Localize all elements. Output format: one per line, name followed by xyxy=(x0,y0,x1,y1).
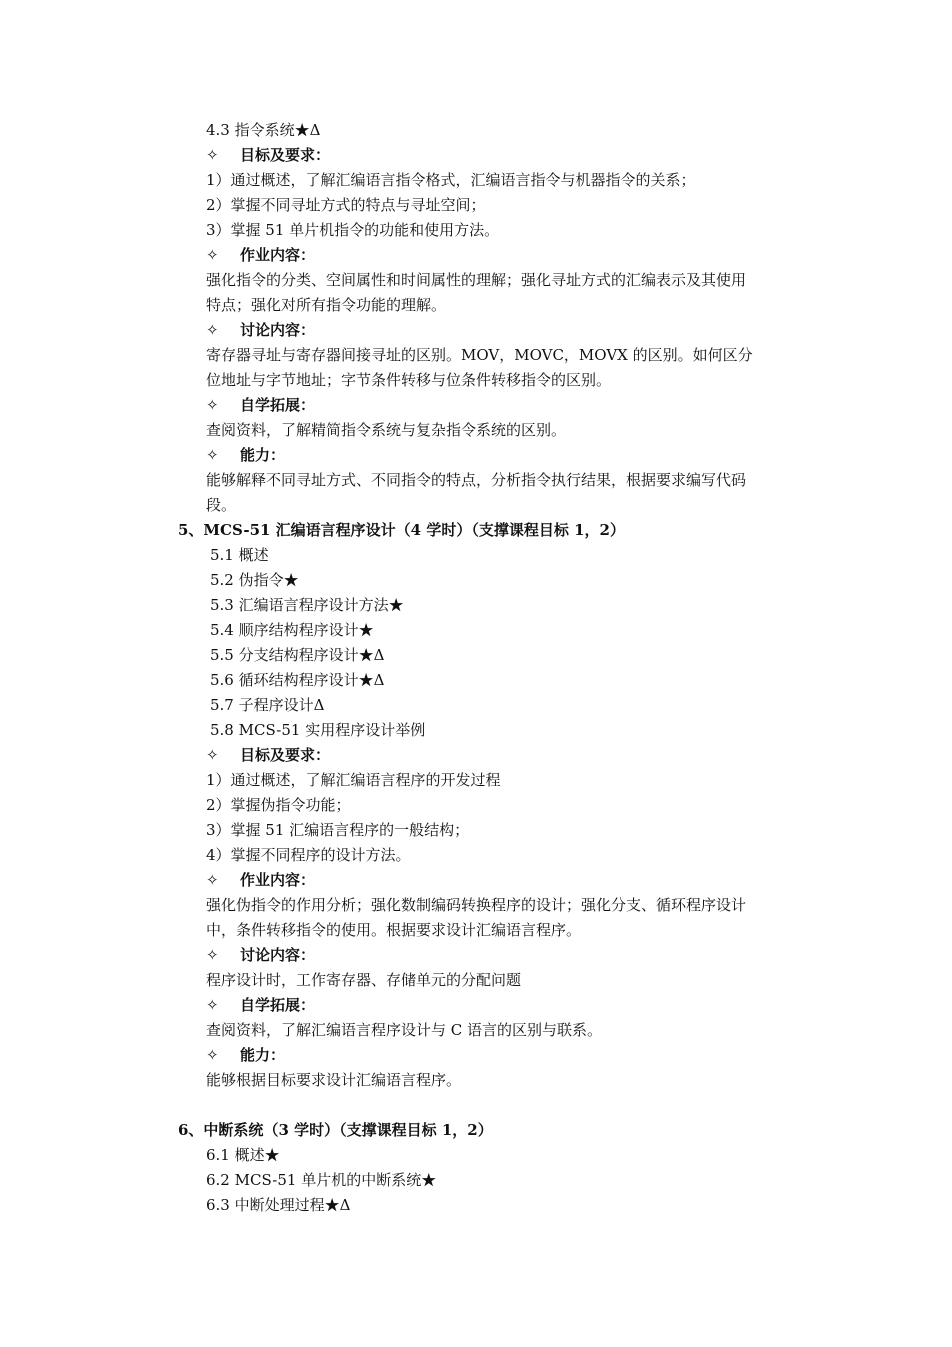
line-text: 6.2 MCS-51 单片机的中断系统★ xyxy=(206,1171,437,1189)
paragraph-line xyxy=(206,293,446,318)
diamond-bullet-icon: ✧ xyxy=(206,746,219,764)
paragraph-line xyxy=(206,1068,461,1093)
line-text: 5.7 子程序设计Δ xyxy=(210,696,325,714)
heading-self-study xyxy=(206,393,315,418)
line-text: 能力： xyxy=(240,1046,286,1064)
line-text: 6、中断系统（3 学时）（支撑课程目标 1，2） xyxy=(178,1121,493,1139)
subsection-6-2 xyxy=(206,1168,436,1193)
line-text: 5、MCS-51 汇编语言程序设计（4 学时）（支撑课程目标 1，2） xyxy=(178,521,625,539)
paragraph-line xyxy=(206,918,581,943)
paragraph-line xyxy=(206,968,521,993)
heading-homework xyxy=(206,243,315,268)
subsection-5-4 xyxy=(210,618,374,643)
section-6-title xyxy=(178,1118,493,1143)
subsection-4-3 xyxy=(206,118,320,143)
paragraph-line xyxy=(206,1018,602,1043)
line-text: 4.3 指令系统★Δ xyxy=(206,121,321,139)
line-text: 5.1 概述 xyxy=(210,546,269,564)
diamond-bullet-icon: ✧ xyxy=(206,246,219,264)
line-text: 讨论内容： xyxy=(240,321,316,339)
line-text: 5.6 循环结构程序设计★Δ xyxy=(210,671,385,689)
list-item xyxy=(206,193,486,218)
diamond-bullet-icon: ✧ xyxy=(206,146,219,164)
heading-self-study xyxy=(206,993,315,1018)
line-text: 位地址与字节地址；字节条件转移与位条件转移指令的区别。 xyxy=(206,371,612,389)
heading-objectives xyxy=(206,143,330,168)
list-item xyxy=(206,768,501,793)
line-text: 目标及要求： xyxy=(240,146,331,164)
line-text: 4）掌握不同程序的设计方法。 xyxy=(206,846,411,864)
list-item xyxy=(206,168,696,193)
line-text: 5.4 顺序结构程序设计★ xyxy=(210,621,374,639)
list-item xyxy=(206,843,411,868)
subsection-5-3 xyxy=(210,593,404,618)
line-text: 查阅资料，了解汇编语言程序设计与 C 语言的区别与联系。 xyxy=(206,1021,603,1039)
subsection-5-1 xyxy=(210,543,269,568)
line-text: 2）掌握伪指令功能； xyxy=(206,796,351,814)
heading-ability xyxy=(206,443,285,468)
diamond-bullet-icon: ✧ xyxy=(206,321,219,339)
heading-homework xyxy=(206,868,315,893)
line-text: 特点；强化对所有指令功能的理解。 xyxy=(206,296,447,314)
line-text: 作业内容： xyxy=(240,871,316,889)
line-text: 6.3 中断处理过程★Δ xyxy=(206,1196,351,1214)
section-5-title xyxy=(178,518,625,543)
diamond-bullet-icon: ✧ xyxy=(206,946,219,964)
line-text: 自学拓展： xyxy=(240,396,316,414)
diamond-bullet-icon: ✧ xyxy=(206,446,219,464)
line-text: 能够根据目标要求设计汇编语言程序。 xyxy=(206,1071,462,1089)
subsection-6-3 xyxy=(206,1193,350,1218)
line-text: 作业内容： xyxy=(240,246,316,264)
line-text: 自学拓展： xyxy=(240,996,316,1014)
subsection-5-2 xyxy=(210,568,299,593)
diamond-bullet-icon: ✧ xyxy=(206,871,219,889)
subsection-6-1 xyxy=(206,1143,280,1168)
line-text: 2）掌握不同寻址方式的特点与寻址空间； xyxy=(206,196,486,214)
heading-discussion xyxy=(206,318,315,343)
heading-discussion xyxy=(206,943,315,968)
subsection-5-7 xyxy=(210,693,324,718)
line-text: 中，条件转移指令的使用。根据要求设计汇编语言程序。 xyxy=(206,921,582,939)
paragraph-line xyxy=(206,343,753,368)
list-item xyxy=(206,218,499,243)
line-text: 强化伪指令的作用分析；强化数制编码转换程序的设计；强化分支、循环程序设计 xyxy=(206,896,747,914)
line-text: 5.8 MCS-51 实用程序设计举例 xyxy=(210,721,426,739)
heading-objectives xyxy=(206,743,330,768)
line-text: 3）掌握 51 汇编语言程序的一般结构； xyxy=(206,821,470,839)
line-text: 寄存器寻址与寄存器间接寻址的区别。MOV，MOVC，MOVX 的区别。如何区分 xyxy=(206,346,753,364)
line-text: 1）通过概述，了解汇编语言程序的开发过程 xyxy=(206,771,501,789)
diamond-bullet-icon: ✧ xyxy=(206,996,219,1014)
list-item xyxy=(206,818,469,843)
list-item xyxy=(206,793,351,818)
diamond-bullet-icon: ✧ xyxy=(206,396,219,414)
paragraph-line xyxy=(206,368,611,393)
line-text: 1）通过概述，了解汇编语言指令格式，汇编语言指令与机器指令的关系； xyxy=(206,171,696,189)
line-text: 5.2 伪指令★ xyxy=(210,571,299,589)
line-text: 5.5 分支结构程序设计★Δ xyxy=(210,646,385,664)
line-text: 段。 xyxy=(206,496,237,514)
line-text: 程序设计时，工作寄存器、存储单元的分配问题 xyxy=(206,971,522,989)
paragraph-line xyxy=(206,893,746,918)
line-text: 强化指令的分类、空间属性和时间属性的理解；强化寻址方式的汇编表示及其使用 xyxy=(206,271,747,289)
subsection-5-6 xyxy=(210,668,384,693)
line-text: 目标及要求： xyxy=(240,746,331,764)
line-text: 查阅资料，了解精简指令系统与复杂指令系统的区别。 xyxy=(206,421,567,439)
line-text: 6.1 概述★ xyxy=(206,1146,280,1164)
paragraph-line xyxy=(206,493,236,518)
subsection-5-5 xyxy=(210,643,384,668)
paragraph-line xyxy=(206,468,746,493)
heading-ability xyxy=(206,1043,285,1068)
line-text: 3）掌握 51 单片机指令的功能和使用方法。 xyxy=(206,221,500,239)
subsection-5-8 xyxy=(210,718,425,743)
line-text: 能力： xyxy=(240,446,286,464)
paragraph-line xyxy=(206,268,746,293)
line-text: 能够解释不同寻址方式、不同指令的特点，分析指令执行结果，根据要求编写代码 xyxy=(206,471,747,489)
line-text: 5.3 汇编语言程序设计方法★ xyxy=(210,596,404,614)
line-text: 讨论内容： xyxy=(240,946,316,964)
paragraph-line xyxy=(206,418,566,443)
diamond-bullet-icon: ✧ xyxy=(206,1046,219,1064)
